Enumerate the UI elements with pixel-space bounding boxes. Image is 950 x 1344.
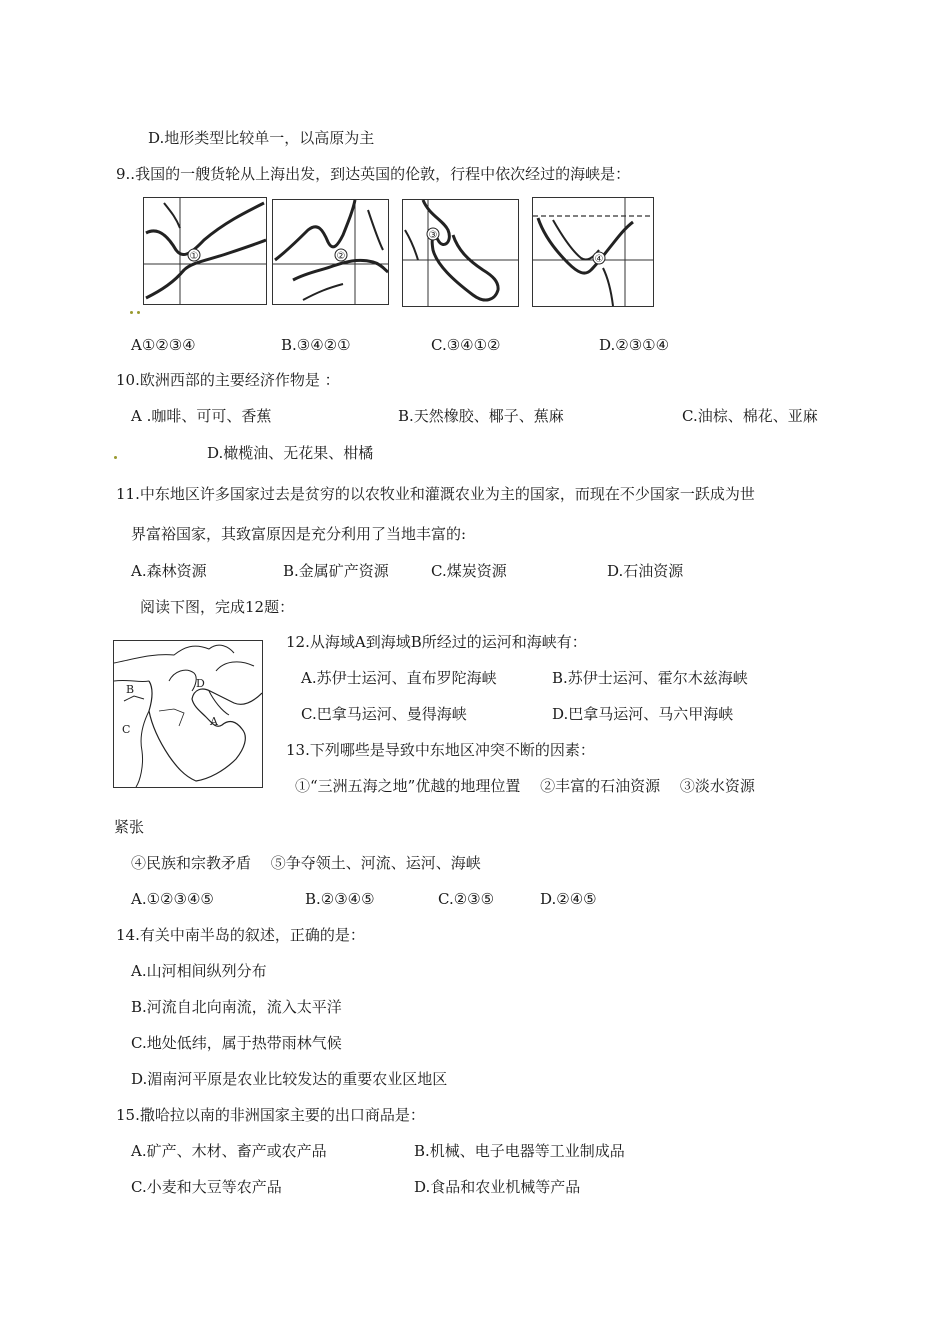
q13-stem: 13.下列哪些是导致中东地区冲突不断的因素： xyxy=(286,741,595,759)
q14-option-d: D.湄南河平原是农业比较发达的重要农业区地区 xyxy=(131,1070,448,1088)
middle-east-map xyxy=(113,640,263,788)
q11-option-a: A.森林资源 xyxy=(131,562,207,580)
strait-map-3-label: ③ xyxy=(428,230,438,241)
q13-factors-line1-cont: 紧张 xyxy=(114,818,145,836)
q9-option-b: B.③④②① xyxy=(281,336,351,354)
q12-stem: 12.从海域A到海域B所经过的运河和海峡有： xyxy=(286,633,587,651)
strait-map-3 xyxy=(402,199,519,307)
q14-stem: 14.有关中南半岛的叙述，正确的是： xyxy=(116,926,365,944)
q11-option-c: C.煤炭资源 xyxy=(431,562,507,580)
q14-option-b: B.河流自北向南流，流入太平洋 xyxy=(131,998,342,1016)
q13-option-d: D.②④⑤ xyxy=(540,890,597,908)
map-label-b: B xyxy=(126,683,135,696)
q15-option-d: D.食品和农业机械等产品 xyxy=(414,1178,581,1196)
strait-map-4-label: ④ xyxy=(594,254,604,265)
q15-option-c: C.小麦和大豆等农产品 xyxy=(131,1178,282,1196)
q10-option-d: D.橄榄油、无花果、柑橘 xyxy=(207,444,374,462)
q11-stem-line1: 11.中东地区许多国家过去是贫穷的以农牧业和灌溉农业为主的国家，而现在不少国家一跃成为世 xyxy=(116,485,755,503)
q15-stem: 15.撒哈拉以南的非洲国家主要的出口商品是： xyxy=(116,1106,425,1124)
dot-mark xyxy=(130,311,133,314)
strait-map-2 xyxy=(272,199,389,305)
q12-option-c: C.巴拿马运河、曼得海峡 xyxy=(301,705,467,723)
q14-option-a: A.山河相间纵列分布 xyxy=(131,962,267,980)
q9-option-a: A①②③④ xyxy=(131,336,196,354)
map-label-d: D xyxy=(196,677,205,690)
q15-option-a: A.矿产、木材、畜产或农产品 xyxy=(131,1142,327,1160)
strait-map-1 xyxy=(143,197,267,305)
q12-option-d: D.巴拿马运河、马六甲海峡 xyxy=(552,705,734,723)
q12-option-a: A.苏伊士运河、直布罗陀海峡 xyxy=(301,669,497,687)
q11-option-b: B.金属矿产资源 xyxy=(283,562,389,580)
q10-option-a: A .咖啡、可可、香蕉 xyxy=(131,407,272,425)
dot-mark xyxy=(114,456,117,459)
strait-map-2-label: ② xyxy=(336,251,346,262)
q13-factors-line2: ④民族和宗教矛盾 ⑤争夺领土、河流、运河、海峡 xyxy=(131,854,481,872)
q10-stem: 10.欧洲西部的主要经济作物是 ： xyxy=(116,371,340,389)
q12-option-b: B.苏伊士运河、霍尔木兹海峡 xyxy=(552,669,748,687)
q13-option-a: A.①②③④⑤ xyxy=(131,890,214,908)
q14-option-c: C.地处低纬，属于热带雨林气候 xyxy=(131,1034,342,1052)
q9-option-c: C.③④①② xyxy=(431,336,501,354)
q15-option-b: B.机械、电子电器等工业制成品 xyxy=(414,1142,625,1160)
q13-factors-line1: ①“三洲五海之地”优越的地理位置 ②丰富的石油资源 ③淡水资源 xyxy=(295,777,755,795)
q9-stem: 9..我国的一艘货轮从上海出发，到达英国的伦敦，行程中依次经过的海峡是： xyxy=(116,165,631,183)
q9-option-d: D.②③①④ xyxy=(599,336,670,354)
q8-option-d: D.地形类型比较单一，以高原为主 xyxy=(148,129,375,147)
reading-instruction: 阅读下图，完成12题： xyxy=(140,598,295,616)
q13-option-b: B.②③④⑤ xyxy=(305,890,375,908)
q10-option-c: C.油棕、棉花、亚麻 xyxy=(682,407,818,425)
strait-map-1-label: ① xyxy=(189,251,199,262)
q11-stem-line2: 界富裕国家，其致富原因是充分利用了当地丰富的: xyxy=(131,525,467,543)
dot-mark xyxy=(137,311,140,314)
map-label-c: C xyxy=(122,723,131,736)
q11-option-d: D.石油资源 xyxy=(607,562,684,580)
strait-map-4 xyxy=(532,197,654,307)
q13-option-c: C.②③⑤ xyxy=(438,890,495,908)
q10-option-b: B.天然橡胶、椰子、蕉麻 xyxy=(398,407,564,425)
map-label-a: A xyxy=(210,715,218,728)
